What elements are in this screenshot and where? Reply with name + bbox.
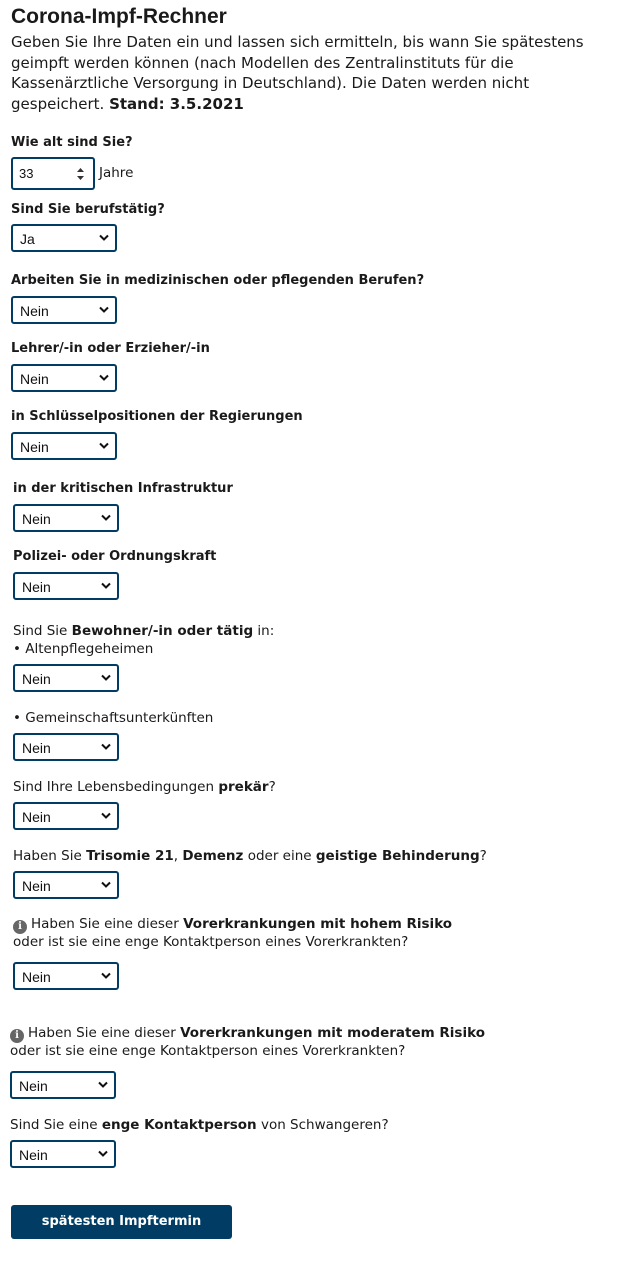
question-high-risk-label: i Haben Sie eine dieser Vorerkrankungen mit hohem Risiko (13, 915, 452, 934)
question-police-label: Polizei- oder Ordnungskraft (13, 549, 217, 564)
police-select[interactable] (13, 572, 119, 600)
question-infrastructure-label: in der kritischen Infrastruktur (13, 481, 233, 496)
page-title: Corona-Impf-Rechner (11, 5, 227, 28)
question-resident-label: Sind Sie Bewohner/-in oder tätig in: (13, 623, 275, 639)
chevron-down-icon (101, 514, 111, 522)
age-input[interactable] (11, 157, 95, 190)
age-value: 33 (19, 166, 34, 181)
spinner-arrows-icon[interactable] (76, 165, 85, 183)
medical-select[interactable] (11, 296, 117, 324)
government-value: Nein (20, 439, 49, 455)
disability-select[interactable] (13, 871, 119, 899)
pregnant-contact-value: Nein (19, 1147, 48, 1163)
infrastructure-value: Nein (22, 511, 51, 527)
chevron-down-icon (101, 743, 111, 751)
shared-housing-select[interactable] (13, 733, 119, 761)
government-select[interactable] (11, 432, 117, 460)
chevron-down-icon (101, 972, 111, 980)
precarious-select[interactable] (13, 802, 119, 830)
question-moderate-risk-line2: oder ist sie eine enge Kontaktperson eines Vorerkrankten? (10, 1043, 406, 1059)
chevron-down-icon (99, 374, 109, 382)
high-risk-value: Nein (22, 969, 51, 985)
question-teacher-label: Lehrer/-in oder Erzieher/-in (11, 341, 210, 356)
disability-value: Nein (22, 878, 51, 894)
teacher-select[interactable] (11, 364, 117, 392)
question-shared-housing-label: • Gemeinschaftsunterkünften (13, 710, 214, 726)
question-government-label: in Schlüsselpositionen der Regierungen (11, 409, 303, 424)
police-value: Nein (22, 579, 51, 595)
info-icon[interactable]: i (13, 920, 27, 934)
question-employed-label: Sind Sie berufstätig? (11, 202, 165, 217)
shared-housing-value: Nein (22, 740, 51, 756)
question-high-risk-line2: oder ist sie eine enge Kontaktperson eines Vorerkrankten? (13, 934, 409, 950)
question-moderate-risk-label: i Haben Sie eine dieser Vorerkrankungen mit moderatem Risiko (10, 1024, 485, 1043)
chevron-down-icon (101, 881, 111, 889)
intro-text: Geben Sie Ihre Daten ein und lassen sich ermitteln, bis wann Sie spätestens geimpft werden können (nach Modellen des Zentralinstituts für die Kassenärztliche Versorgung in Deutschland). Die Daten werden nicht gespeichert. Stand: 3.5.2021 (11, 33, 584, 113)
nursing-home-value: Nein (22, 671, 51, 687)
nursing-home-select[interactable] (13, 664, 119, 692)
pregnant-contact-select[interactable] (10, 1140, 116, 1168)
employed-value: Ja (20, 231, 35, 247)
infrastructure-select[interactable] (13, 504, 119, 532)
chevron-down-icon (99, 306, 109, 314)
info-icon[interactable]: i (10, 1029, 24, 1043)
question-disability-label: Haben Sie Trisomie 21, Demenz oder eine geistige Behinderung? (13, 848, 487, 864)
age-unit: Jahre (99, 165, 134, 181)
moderate-risk-select[interactable] (10, 1071, 116, 1099)
submit-button[interactable]: spätesten Impftermin ermitteln (11, 1205, 232, 1239)
question-medical-label: Arbeiten Sie in medizinischen oder pflegenden Berufen? (11, 273, 425, 288)
chevron-down-icon (101, 582, 111, 590)
medical-value: Nein (20, 303, 49, 319)
age-label: Wie alt sind Sie? (11, 135, 133, 150)
teacher-value: Nein (20, 371, 49, 387)
precarious-value: Nein (22, 809, 51, 825)
moderate-risk-value: Nein (19, 1078, 48, 1094)
chevron-down-icon (98, 1150, 108, 1158)
stand-date: Stand: 3.5.2021 (109, 94, 244, 113)
chevron-down-icon (99, 234, 109, 242)
chevron-down-icon (101, 812, 111, 820)
high-risk-select[interactable] (13, 962, 119, 990)
chevron-down-icon (98, 1081, 108, 1089)
employed-select[interactable] (11, 224, 117, 252)
question-resident-nursing-home-label: • Altenpflegeheimen (13, 641, 154, 657)
chevron-down-icon (99, 442, 109, 450)
question-pregnant-contact-label: Sind Sie eine enge Kontaktperson von Schwangeren? (10, 1117, 389, 1133)
chevron-down-icon (101, 674, 111, 682)
question-precarious-label: Sind Ihre Lebensbedingungen prekär? (13, 779, 276, 795)
